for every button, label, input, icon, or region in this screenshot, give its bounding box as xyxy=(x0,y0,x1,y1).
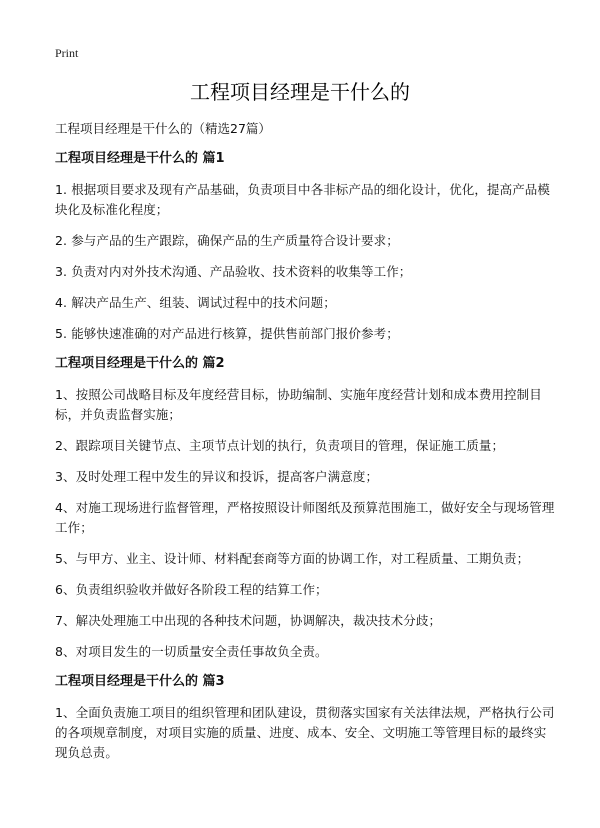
list-item: 8、对项目发生的一切质量安全责任事故负全责。 xyxy=(55,644,328,659)
list-item: 5. 能够快速准确的对产品进行核算，提供售前部门报价参考； xyxy=(55,326,399,341)
section-1 xyxy=(55,150,555,344)
section-heading: 工程项目经理是干什么的 篇2 xyxy=(55,356,225,371)
list-item: 4. 解决产品生产、组装、调试过程中的技术问题； xyxy=(55,295,336,310)
list-item: 2. 参与产品的生产跟踪，确保产品的生产质量符合设计要求； xyxy=(55,233,399,248)
list-item: 5、与甲方、业主、设计师、材料配套商等方面的协调工作，对工程质量、工期负责； xyxy=(55,551,530,566)
document-subtitle: 工程项目经理是干什么的（精选27篇） xyxy=(55,121,271,136)
list-item: 1、按照公司战略目标及年度经营目标，协助编制、实施年度经营计划和成本费用控制目标，并负责监督实施； xyxy=(55,387,542,422)
list-item: 4、对施工现场进行监督管理，严格按照设计师图纸及预算范围施工，做好安全与现场管理工作； xyxy=(55,500,555,535)
section-heading: 工程项目经理是干什么的 篇1 xyxy=(55,151,225,166)
document-body xyxy=(55,120,555,774)
list-item: 1. 根据项目要求及现有产品基础，负责项目中各非标产品的细化设计，优化，提高产品模块化及标准化程度； xyxy=(55,182,551,217)
list-item: 2、跟踪项目关键节点、主项节点计划的执行，负责项目的管理，保证施工质量； xyxy=(55,438,505,453)
print-link[interactable]: Print xyxy=(55,46,79,60)
section-3 xyxy=(55,673,555,763)
list-item: 1、全面负责施工项目的组织管理和团队建设，贯彻落实国家有关法律法规，严格执行公司的各项规章制度，对项目实施的质量、进度、成本、安全、文明施工等管理目标的最终实现负总责。 xyxy=(55,705,555,760)
list-item: 7、解决处理施工中出现的各种技术问题，协调解决，裁决技术分歧； xyxy=(55,613,442,628)
section-2 xyxy=(55,355,555,662)
page-title: 工程项目经理是干什么的 xyxy=(190,80,410,104)
section-heading: 工程项目经理是干什么的 篇3 xyxy=(55,674,225,689)
list-item: 3、及时处理工程中发生的异议和投诉，提高客户满意度； xyxy=(55,469,379,484)
list-item: 6、负责组织验收并做好各阶段工程的结算工作； xyxy=(55,582,328,597)
list-item: 3. 负责对内对外技术沟通、产品验收、技术资料的收集等工作； xyxy=(55,264,412,279)
